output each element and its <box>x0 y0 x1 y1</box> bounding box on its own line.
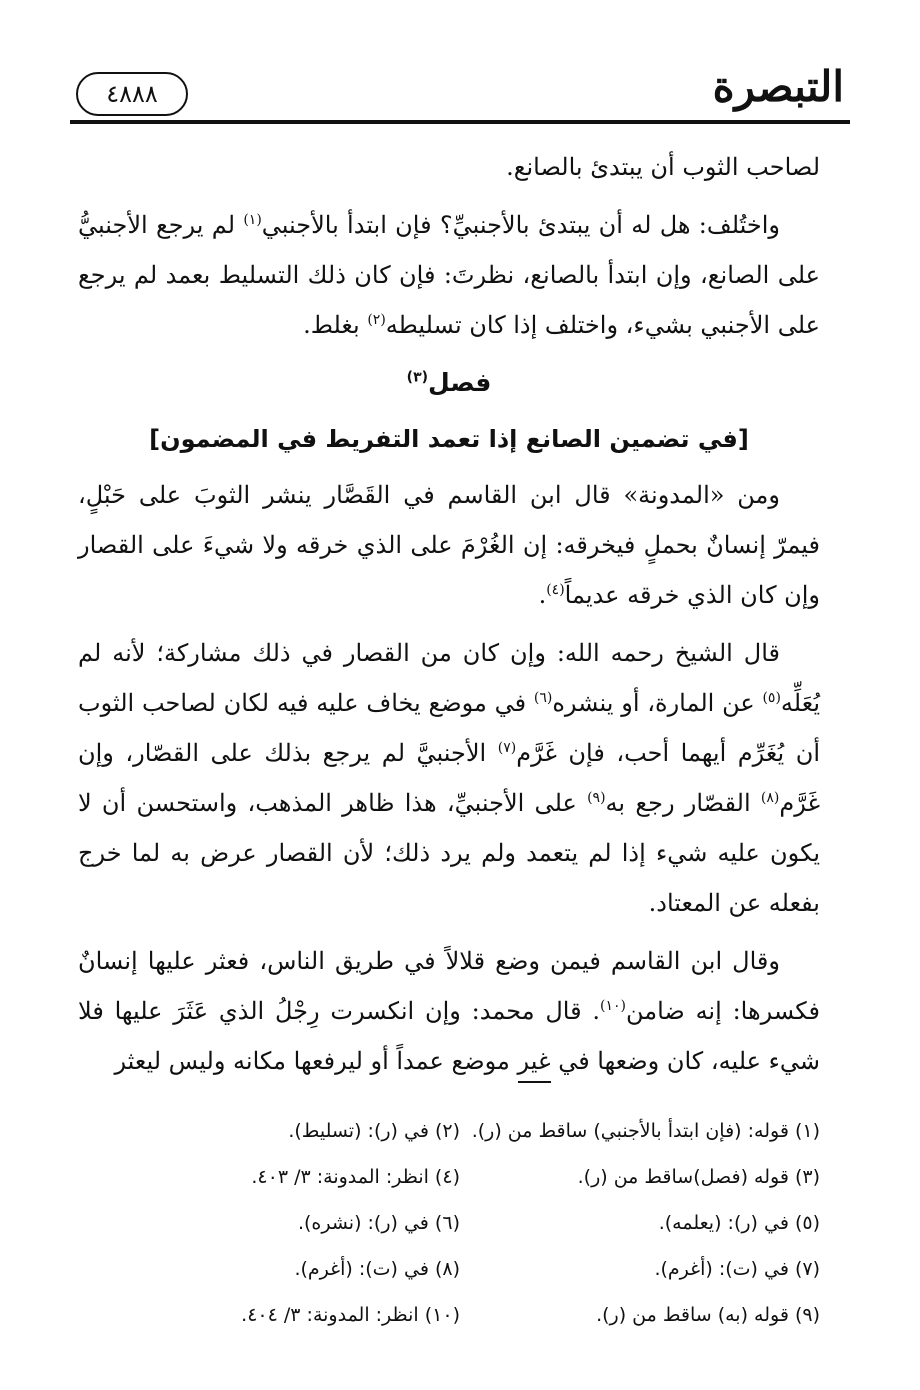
paragraph-5-text-a: وقال ابن القاسم فيمن وضع قلالاً في طريق الناس، فعثر عليها إنسانٌ فكسرها: إنه ضامن <box>78 947 820 1025</box>
footnote-ref-6: (٦) <box>533 690 553 706</box>
paragraph-4 <box>78 628 820 928</box>
footnote-8: (٨) في (ت): (أغرم). <box>294 1258 460 1280</box>
footnote-ref-7: (٧) <box>497 740 517 756</box>
paragraph-4-text-c: في موضع يخاف عليه فيه لكان لصاحب الثوب أن يُغَرِّم أيهما أحب، فإن غَرَّم <box>78 689 820 767</box>
section-heading-text: فصل <box>428 368 492 397</box>
paragraph-3-text-b: . <box>538 581 547 609</box>
paragraph-3 <box>78 470 820 620</box>
footnote-row <box>100 1246 820 1292</box>
paragraph-4-text-e: القصّار رجع به <box>605 789 761 817</box>
underlined-word: غير <box>518 1047 551 1083</box>
section-heading <box>78 358 820 408</box>
footnote-ref-4: (٤) <box>546 582 565 598</box>
footnote-ref-10: (١٠) <box>599 998 626 1014</box>
paragraph-1 <box>78 142 820 192</box>
footnote-ref-2: (٢) <box>367 312 386 328</box>
footnote-3: (٣) قوله (فصل)ساقط من (ر). <box>577 1166 820 1188</box>
paragraph-5 <box>78 936 820 1086</box>
footnote-ref-9: (٩) <box>587 790 606 806</box>
paragraph-3-text-a: ومن «المدونة» قال ابن القاسم في القَصَّار ينشر الثوبَ على حَبْلٍ، فيمرّ إنسانٌ بحملٍ فيخرقه: إن الغُرْمَ على الذي خرقه ولا شيءَ على القصار وإن كان الذي خرقه عديماً <box>78 481 820 609</box>
footnote-1: (١) قوله: (فإن ابتدأ بالأجنبي) ساقط من (ر). <box>471 1120 820 1142</box>
footnote-row <box>100 1292 820 1338</box>
header-rule <box>70 120 850 124</box>
footnote-9: (٩) قوله (به) ساقط من (ر). <box>596 1304 820 1326</box>
footnote-row <box>100 1108 820 1154</box>
paragraph-2-text-c: بغلط. <box>303 311 368 339</box>
paragraph-2 <box>78 200 820 350</box>
footnote-ref-8: (٨) <box>760 790 780 806</box>
paragraph-4-text-f: على الأجنبيِّ، هذا ظاهر المذهب، واستحسن أن لا يكون عليه شيء إذا لم يتعمد ولم يرد ذلك؛ لأن القصار عرض به لما خرج بفعله عن المعتاد. <box>78 789 820 917</box>
footnote-6: (٦) في (ر): (نشره). <box>297 1212 460 1234</box>
section-subheading <box>78 414 820 464</box>
section-subheading-text: [في تضمين الصانع إذا تعمد التفريط في المضمون] <box>149 425 749 453</box>
footnote-ref-5: (٥) <box>762 690 781 706</box>
footnote-ref-3: (٣) <box>406 369 429 386</box>
footnote-ref-1: (١) <box>243 212 262 228</box>
paragraph-1-text: لصاحب الثوب أن يبتدئ بالصانع. <box>506 153 820 181</box>
paragraph-4-text-b: عن المارة، أو ينشره <box>552 689 763 717</box>
page-number: ٤٨٨٨ <box>76 72 188 116</box>
paragraph-5-text-b: . قال محمد: وإن انكسرت رِجْلُ الذي عَثَرَ عليها فلا شيء عليه، كان وضعها في <box>78 997 820 1075</box>
footnote-row <box>100 1200 820 1246</box>
footnote-10: (١٠) انظر: المدونة: ٣/ ٤٠٤. <box>241 1304 460 1326</box>
footnote-5: (٥) في (ر): (يعلمه). <box>658 1212 820 1234</box>
page-header <box>70 62 850 122</box>
paragraph-2-text-a: واختُلف: هل له أن يبتدئ بالأجنبيِّ؟ فإن ابتدأ بالأجنبي <box>261 211 781 239</box>
paragraph-2-text-b: لم يرجع الأجنبيُّ على الصانع، وإن ابتدأ بالصانع، نظرتَ: فإن كان ذلك التسليط بعمد لم يرجع على الأجنبي بشيء، واختلف إذا كان تسليطه <box>78 211 820 339</box>
body-text <box>78 142 820 1094</box>
footnote-row <box>100 1154 820 1200</box>
footnote-4: (٤) انظر: المدونة: ٣/ ٤٠٣. <box>251 1166 460 1188</box>
footnote-2: (٢) في (ر): (تسليط). <box>288 1120 460 1142</box>
running-title: التبصرة <box>712 62 844 111</box>
paragraph-4-text-a: قال الشيخ رحمه الله: وإن كان من القصار في ذلك مشاركة؛ لأنه لم يُعَلِّه <box>78 639 820 717</box>
footnotes <box>100 1108 820 1338</box>
footnote-7: (٧) في (ت): (أغرم). <box>654 1258 820 1280</box>
paragraph-5-text-c: موضع عمداً أو ليرفعها مكانه وليس ليعثر <box>114 1047 518 1075</box>
paragraph-4-text-d: الأجنبيَّ لم يرجع بذلك على القصّار، وإن غَرَّم <box>78 739 820 817</box>
